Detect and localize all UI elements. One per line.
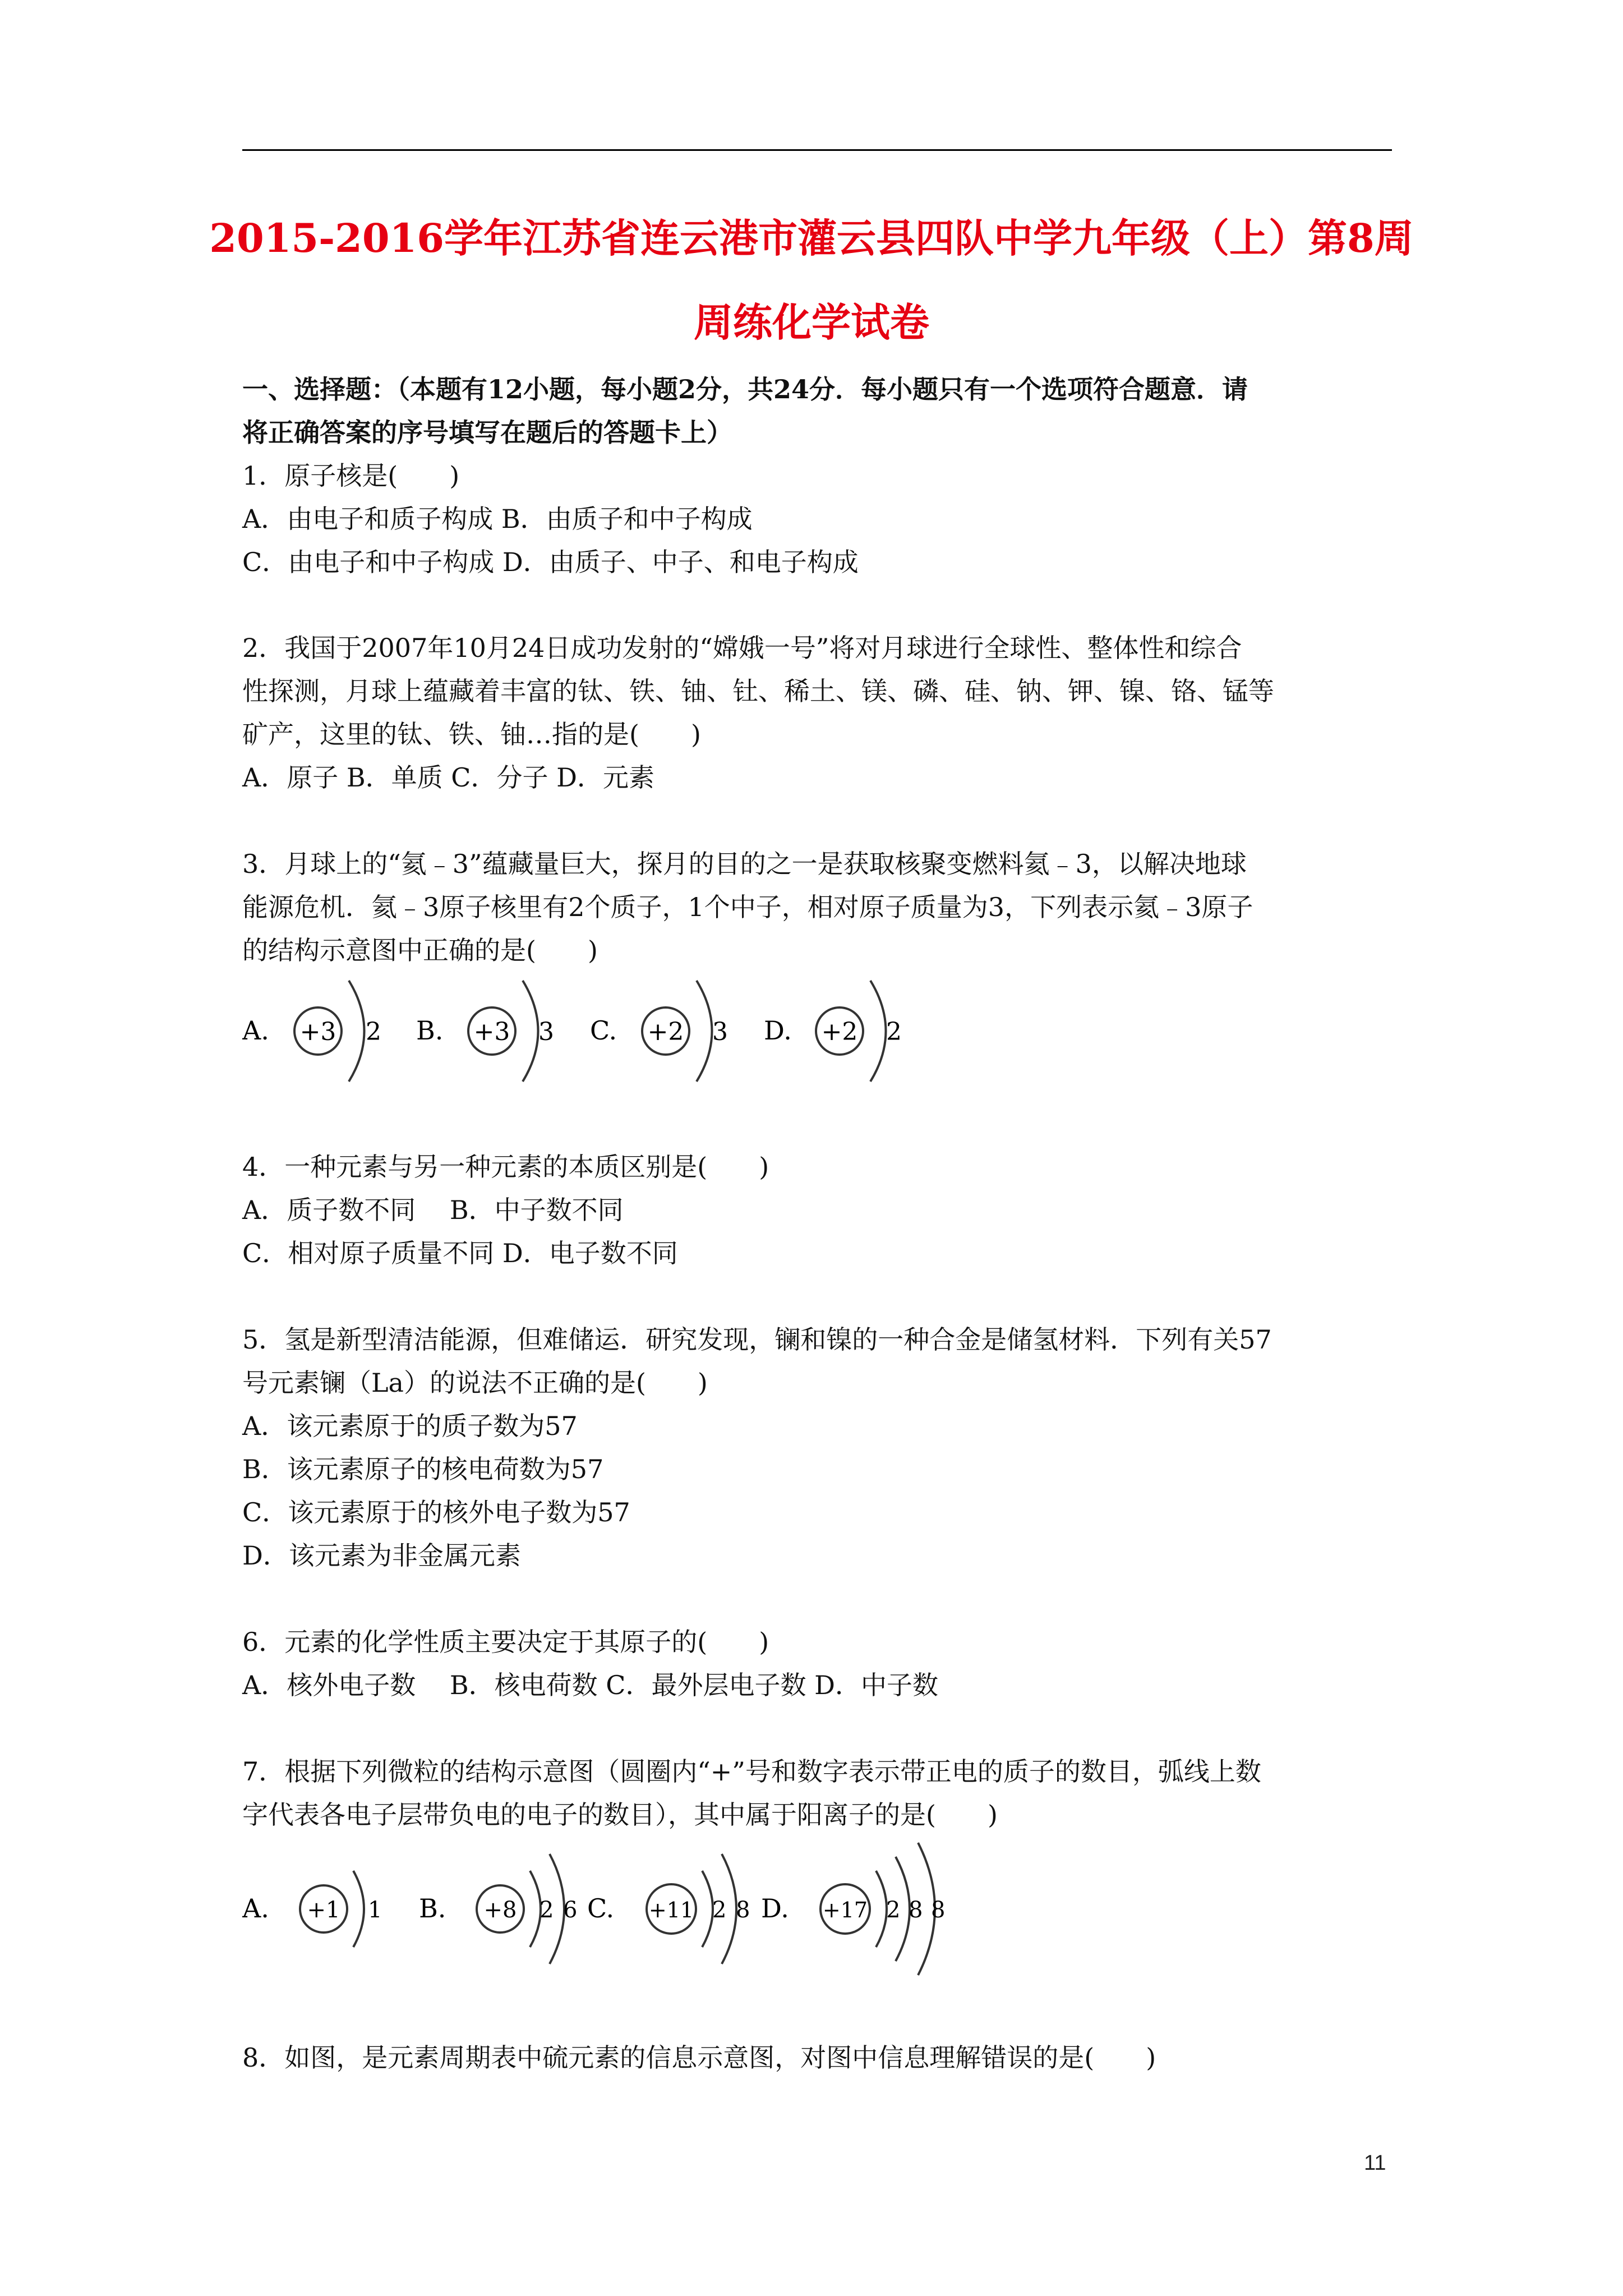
option-label: B. <box>416 1015 444 1046</box>
section-heading-line-1: 一、选择题：（本题有12小题，每小题2分，共24分．每小题只有一个选项符合题意．请 <box>242 374 1248 404</box>
q6-stem: 6．元素的化学性质主要决定于其原子的( ) <box>242 1627 769 1657</box>
q5-stem-line-2: 号元素镧（La）的说法不正确的是( ) <box>242 1368 708 1398</box>
page-title-line-1: 2015-2016学年江苏省连云港市灌云县四队中学九年级（上）第8周 <box>209 215 1414 261</box>
q6-options: A．核外电子数 B．核电荷数 C．最外层电子数 D．中子数 <box>242 1670 938 1700</box>
q7-option-b[interactable] <box>419 1854 577 1964</box>
option-label: A. <box>242 1015 269 1046</box>
q2-stem-line-2: 性探测，月球上蕴藏着丰富的钛、铁、铀、钍、稀土、镁、磷、硅、钠、钾、镍、铬、锰等 <box>242 676 1274 706</box>
shell-electrons: 2 <box>366 1018 381 1046</box>
q2-stem-line-1: 2．我国于2007年10月24日成功发射的“嫦娥一号”将对月球进行全球性、整体性和综合 <box>242 633 1242 663</box>
q3-option-a[interactable] <box>242 981 381 1082</box>
q7-stem-line-1: 7．根据下列微粒的结构示意图（圆圈内“+”号和数字表示带正电的质子的数目，弧线上数 <box>242 1756 1261 1787</box>
electron-shell-arc <box>697 981 712 1082</box>
shell-electrons: 8 <box>736 1897 750 1923</box>
shell-electrons: 2 <box>886 1897 901 1923</box>
nucleus-charge: +11 <box>648 1898 694 1922</box>
shell-electrons: 2 <box>886 1018 902 1046</box>
option-label: C. <box>587 1893 615 1924</box>
page-number: 11 <box>1364 2151 1386 2175</box>
q3-atom-diagrams <box>242 965 1027 1111</box>
q4-options-ab: A．质子数不同 B．中子数不同 <box>242 1195 624 1225</box>
q1-options-cd: C．由电子和中子构成 D．由质子、中子、和电子构成 <box>242 547 859 577</box>
nucleus-charge: +1 <box>307 1897 340 1923</box>
q7-option-c[interactable] <box>587 1854 750 1964</box>
shell-electrons: 2 <box>540 1897 554 1923</box>
option-label: A. <box>242 1893 269 1924</box>
q7-option-a[interactable] <box>242 1871 382 1947</box>
electron-shell-arc <box>349 981 365 1082</box>
option-label: D. <box>761 1893 789 1924</box>
shell-electrons: 3 <box>538 1018 554 1046</box>
q5-stem-line-1: 5．氢是新型清洁能源，但难储运．研究发现，镧和镍的一种合金是储氢材料．下列有关57 <box>242 1324 1272 1355</box>
nucleus-charge: +2 <box>647 1018 684 1046</box>
shell-electrons: 3 <box>712 1018 728 1046</box>
electron-shell-arc <box>702 1871 713 1947</box>
shell-electrons: 2 <box>712 1897 727 1923</box>
electron-shell-arc <box>870 981 886 1082</box>
shell-electrons: 8 <box>931 1897 946 1923</box>
q4-stem: 4．一种元素与另一种元素的本质区别是( ) <box>242 1152 769 1182</box>
nucleus-charge: +8 <box>483 1897 517 1923</box>
q3-option-c[interactable] <box>590 981 728 1082</box>
q8-stem: 8．如图，是元素周期表中硫元素的信息示意图，对图中信息理解错误的是( ) <box>242 2042 1156 2073</box>
q3-stem-line-2: 能源危机．氦﹣3原子核里有2个质子，1个中子，相对原子质量为3，下列表示氦﹣3原子 <box>242 892 1253 922</box>
q5-option-b: B．该元素原子的核电荷数为57 <box>242 1454 604 1484</box>
q3-option-d[interactable] <box>764 981 902 1082</box>
q7-particle-diagrams <box>242 1837 1027 1983</box>
electron-shell-arc <box>353 1871 364 1947</box>
page-title-line-2: 周练化学试卷 <box>694 299 929 346</box>
q5-option-c: C．该元素原于的核外电子数为57 <box>242 1497 630 1527</box>
electron-shell-arc <box>876 1871 887 1947</box>
section-heading-line-2: 将正确答案的序号填写在题后的答题卡上） <box>242 417 732 448</box>
nucleus-charge: +3 <box>473 1018 510 1046</box>
nucleus-charge: +2 <box>821 1018 858 1046</box>
shell-electrons: 1 <box>368 1897 382 1923</box>
nucleus-charge: +3 <box>299 1018 336 1046</box>
q2-options: A．原子 B．单质 C．分子 D．元素 <box>242 762 654 793</box>
option-label: C. <box>590 1015 617 1046</box>
q5-option-a: A．该元素原于的质子数为57 <box>242 1411 578 1441</box>
option-label: D. <box>764 1015 792 1046</box>
q3-option-b[interactable] <box>416 981 554 1082</box>
q2-stem-line-3: 矿产，这里的钛、铁、铀…指的是( ) <box>242 719 701 749</box>
nucleus-charge: +17 <box>822 1898 868 1922</box>
q4-options-cd: C．相对原子质量不同 D．电子数不同 <box>242 1238 678 1268</box>
q1-stem: 1．原子核是( ) <box>242 461 460 491</box>
electron-shell-arc <box>523 981 538 1082</box>
q5-option-d: D．该元素为非金属元素 <box>242 1540 521 1571</box>
q3-stem-line-1: 3．月球上的“氦﹣3”蕴藏量巨大，探月的目的之一是获取核聚变燃料氦﹣3，以解决地球 <box>242 849 1247 879</box>
shell-electrons: 8 <box>909 1897 923 1923</box>
q7-option-d[interactable] <box>761 1843 945 1975</box>
q1-options-ab: A．由电子和质子构成 B．由质子和中子构成 <box>242 504 753 534</box>
q3-stem-line-3: 的结构示意图中正确的是( ) <box>242 935 598 965</box>
shell-electrons: 6 <box>563 1897 578 1923</box>
header-rule <box>242 149 1392 151</box>
option-label: B. <box>419 1893 446 1924</box>
q7-stem-line-2: 字代表各电子层带负电的电子的数目），其中属于阳离子的是( ) <box>242 1800 998 1830</box>
